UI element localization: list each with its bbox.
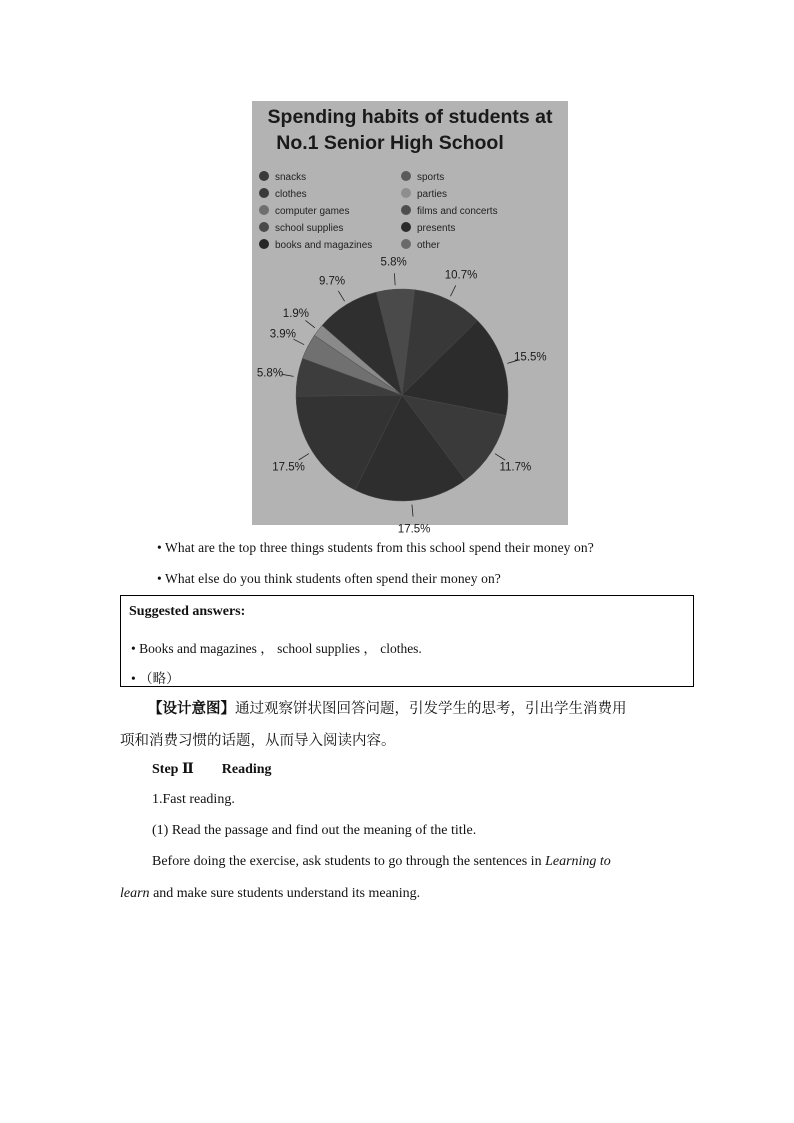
fast-reading: 1.Fast reading.	[152, 792, 235, 807]
pie-data-label: 17.5%	[272, 461, 305, 474]
pie-data-label: 9.7%	[318, 275, 346, 288]
pie-slices	[296, 289, 508, 501]
answers-title: Suggested answers:	[129, 604, 246, 619]
pie-chart-figure	[252, 101, 568, 536]
step-label: Step Ⅱ	[152, 762, 194, 777]
learning-to-learn-a: Learning to	[545, 854, 611, 869]
instruction-text-b: and make sure students understand its meaning.	[149, 886, 421, 901]
pie-leader-line	[299, 454, 309, 460]
question-1: • What are the top three things students from this school spend their money on?	[157, 540, 594, 555]
chart-title-line2: No.1 Senior High School	[276, 132, 504, 154]
step-title: Reading	[221, 762, 272, 777]
legend-label: snacks	[275, 172, 307, 183]
step-heading	[152, 761, 272, 778]
design-intent-line1	[148, 697, 627, 718]
pie-leader-line	[450, 285, 455, 296]
legend-label: presents	[417, 223, 456, 234]
pie-data-label: 3.9%	[269, 328, 296, 341]
chart-legend	[259, 171, 498, 251]
pie-leader-line	[305, 320, 315, 327]
legend-label: clothes	[275, 189, 307, 200]
legend-label: books and magazines	[275, 240, 373, 251]
suggested-answers-box	[120, 595, 694, 687]
pie-leader-line	[412, 505, 413, 517]
instruction-text-a: Before doing the exercise, ask students to go through the sentences in	[152, 854, 546, 869]
pie-leader-line	[394, 273, 395, 285]
legend-swatch	[259, 171, 269, 181]
design-intent-label: 【设计意图】	[148, 701, 235, 717]
pie-data-label: 11.7%	[499, 461, 532, 474]
question-2: • What else do you think students often spend their money on?	[157, 571, 501, 586]
answer-2: • （略）	[131, 671, 180, 686]
design-intent-text: 通过观察饼状图回答问题，引发学生的思考，引出学生消费用	[235, 701, 627, 717]
legend-swatch	[401, 205, 411, 215]
legend-swatch	[401, 171, 411, 181]
task-1: (1) Read the passage and find out the meaning of the title.	[152, 823, 477, 838]
answer-1: • Books and magazines ， school supplies ， clothes.	[131, 641, 422, 656]
pie-data-label: 17.5%	[397, 523, 431, 536]
pie-data-label: 5.8%	[256, 367, 284, 380]
legend-swatch	[259, 188, 269, 198]
legend-swatch	[401, 222, 411, 232]
pie-leader-line	[338, 291, 344, 301]
legend-label: sports	[417, 172, 445, 183]
pie-chart	[252, 101, 568, 536]
legend-swatch	[401, 188, 411, 198]
legend-label: school supplies	[275, 223, 344, 234]
pie-data-label: 10.7%	[444, 269, 478, 282]
pie-data-label: 15.5%	[514, 351, 547, 364]
instruction-line2	[120, 886, 420, 902]
legend-swatch	[259, 205, 269, 215]
design-intent-line2: 项和消费习惯的话题，从而导入阅读内容。	[120, 733, 396, 749]
pie-leader-line	[495, 454, 505, 460]
pie-data-label: 5.8%	[380, 256, 407, 269]
pie-data-label: 1.9%	[282, 308, 310, 321]
instruction-line1	[152, 854, 611, 870]
learning-to-learn-b: learn	[120, 886, 150, 901]
legend-label: films and concerts	[417, 206, 498, 217]
pie-leader-line	[282, 374, 294, 376]
chart-title-line1: Spending habits of students at	[267, 106, 553, 128]
legend-label: computer games	[275, 206, 350, 217]
legend-swatch	[259, 222, 269, 232]
legend-swatch	[259, 239, 269, 249]
legend-label: other	[417, 240, 440, 251]
legend-swatch	[401, 239, 411, 249]
legend-label: parties	[417, 189, 448, 200]
